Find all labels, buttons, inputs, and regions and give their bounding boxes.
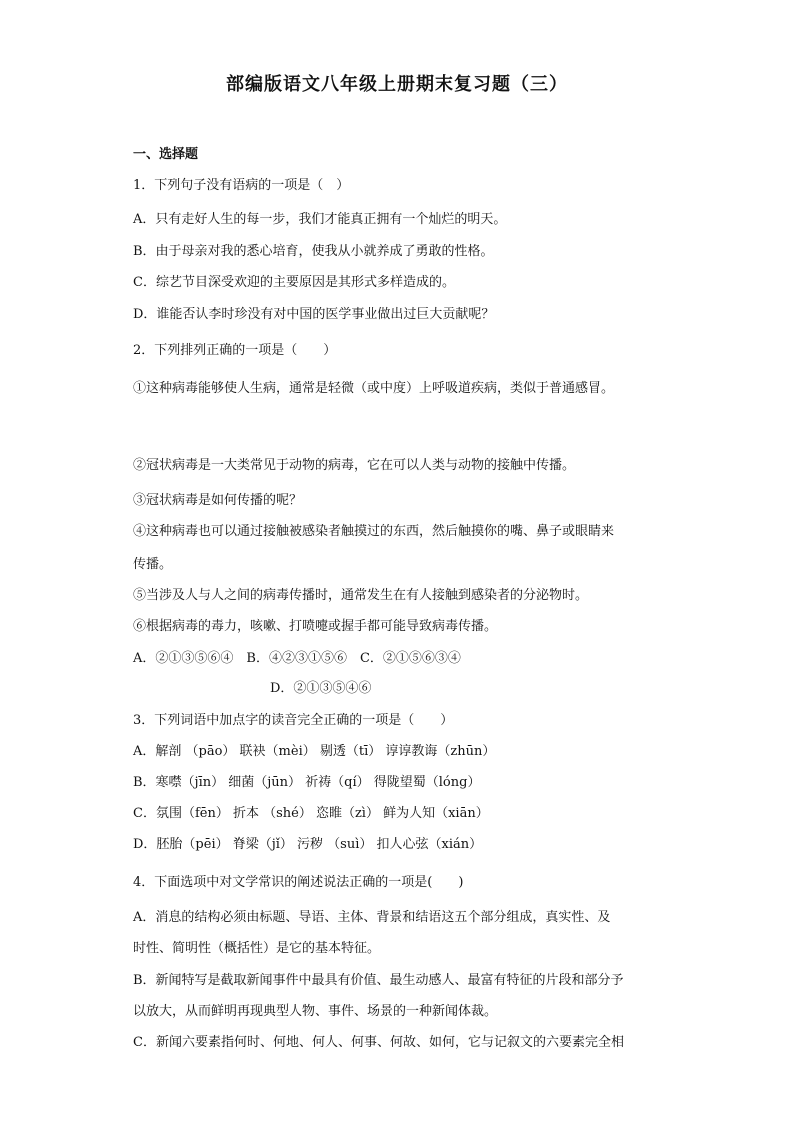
section-heading: 一、选择题 bbox=[133, 147, 199, 162]
question-2-stem: 2．下列排列正确的一项是（ ） bbox=[133, 343, 337, 358]
question-2-sentence-5: ⑤当涉及人与人之间的病毒传播时，通常发生在有人接触到感染者的分泌物时。 bbox=[133, 588, 589, 603]
question-2-sentence-3: ③冠状病毒是如何传播的呢？ bbox=[133, 493, 303, 508]
question-3-stem: 3．下列词语中加点字的读音完全正确的一项是（ ） bbox=[133, 713, 454, 728]
question-4-option-c: C．新闻六要素指何时、何地、何人、何事、何故、如何，它与记叙文的六要素完全相 bbox=[133, 1035, 624, 1050]
question-4-option-b: B．新闻特写是截取新闻事件中最具有价值、最生动感人、最富有特征的片段和部分予 bbox=[133, 973, 624, 988]
question-2-option-d: D．②①③⑤④⑥ bbox=[270, 681, 372, 696]
question-4-option-a: A．消息的结构必须由标题、导语、主体、背景和结语这五个部分组成，真实性、及 bbox=[133, 910, 611, 925]
question-4-stem: 4．下面选项中对文学常识的阐述说法正确的一项是( ) bbox=[133, 875, 464, 890]
page-title: 部编版语文八年级上册期末复习题（三） bbox=[226, 74, 568, 95]
question-1-option-b: B．由于母亲对我的悉心培育，使我从小就养成了勇敢的性格。 bbox=[133, 244, 494, 259]
question-2-sentence-4-cont: 传播。 bbox=[133, 557, 173, 572]
question-1-option-c: C．综艺节目深受欢迎的主要原因是其形式多样造成的。 bbox=[133, 275, 455, 290]
question-3-option-a: A．解剖 （pāo） 联袂（mèi） 剔透（tī） 谆谆教诲（zhūn） bbox=[133, 744, 496, 759]
question-1-option-a: A．只有走好人生的每一步，我们才能真正拥有一个灿烂的明天。 bbox=[133, 212, 507, 227]
question-3-option-d: D．胚胎（pēi） 脊梁（jǐ） 污秽 （suì） 扣人心弦（xián） bbox=[133, 837, 483, 852]
question-2-sentence-1: ①这种病毒能够使人生病，通常是轻微（或中度）上呼吸道疾病，类似于普通感冒。 bbox=[133, 381, 615, 396]
question-3-option-c: C．氛围（fēn） 折本 （shé） 恣睢（zì） 鲜为人知（xiān） bbox=[133, 806, 489, 821]
question-4-option-a-cont: 时性、简明性（概括性）是它的基本特征。 bbox=[133, 941, 381, 956]
question-1-stem: 1．下列句子没有语病的一项是（ ） bbox=[133, 178, 350, 193]
question-3-option-b: B．寒噤（jīn） 细菌（jūn） 祈祷（qí） 得陇望蜀（lóng） bbox=[133, 775, 481, 790]
question-1-option-d: D．谁能否认李时珍没有对中国的医学事业做出过巨大贡献呢？ bbox=[133, 307, 495, 322]
question-2-sentence-2: ②冠状病毒是一大类常见于动物的病毒，它在可以人类与动物的接触中传播。 bbox=[133, 458, 576, 473]
question-2-options-abc: A．②①③⑤⑥④ B．④②③①⑤⑥ C．②①⑤⑥③④ bbox=[133, 651, 461, 666]
question-2-sentence-4: ④这种病毒也可以通过接触被感染者触摸过的东西，然后触摸你的嘴、鼻子或眼睛来 bbox=[133, 524, 615, 539]
question-4-option-b-cont: 以放大，从而鲜明再现典型人物、事件、场景的一种新闻体裁。 bbox=[133, 1004, 498, 1019]
question-2-sentence-6: ⑥根据病毒的毒力，咳嗽、打喷嚏或握手都可能导致病毒传播。 bbox=[133, 619, 498, 634]
